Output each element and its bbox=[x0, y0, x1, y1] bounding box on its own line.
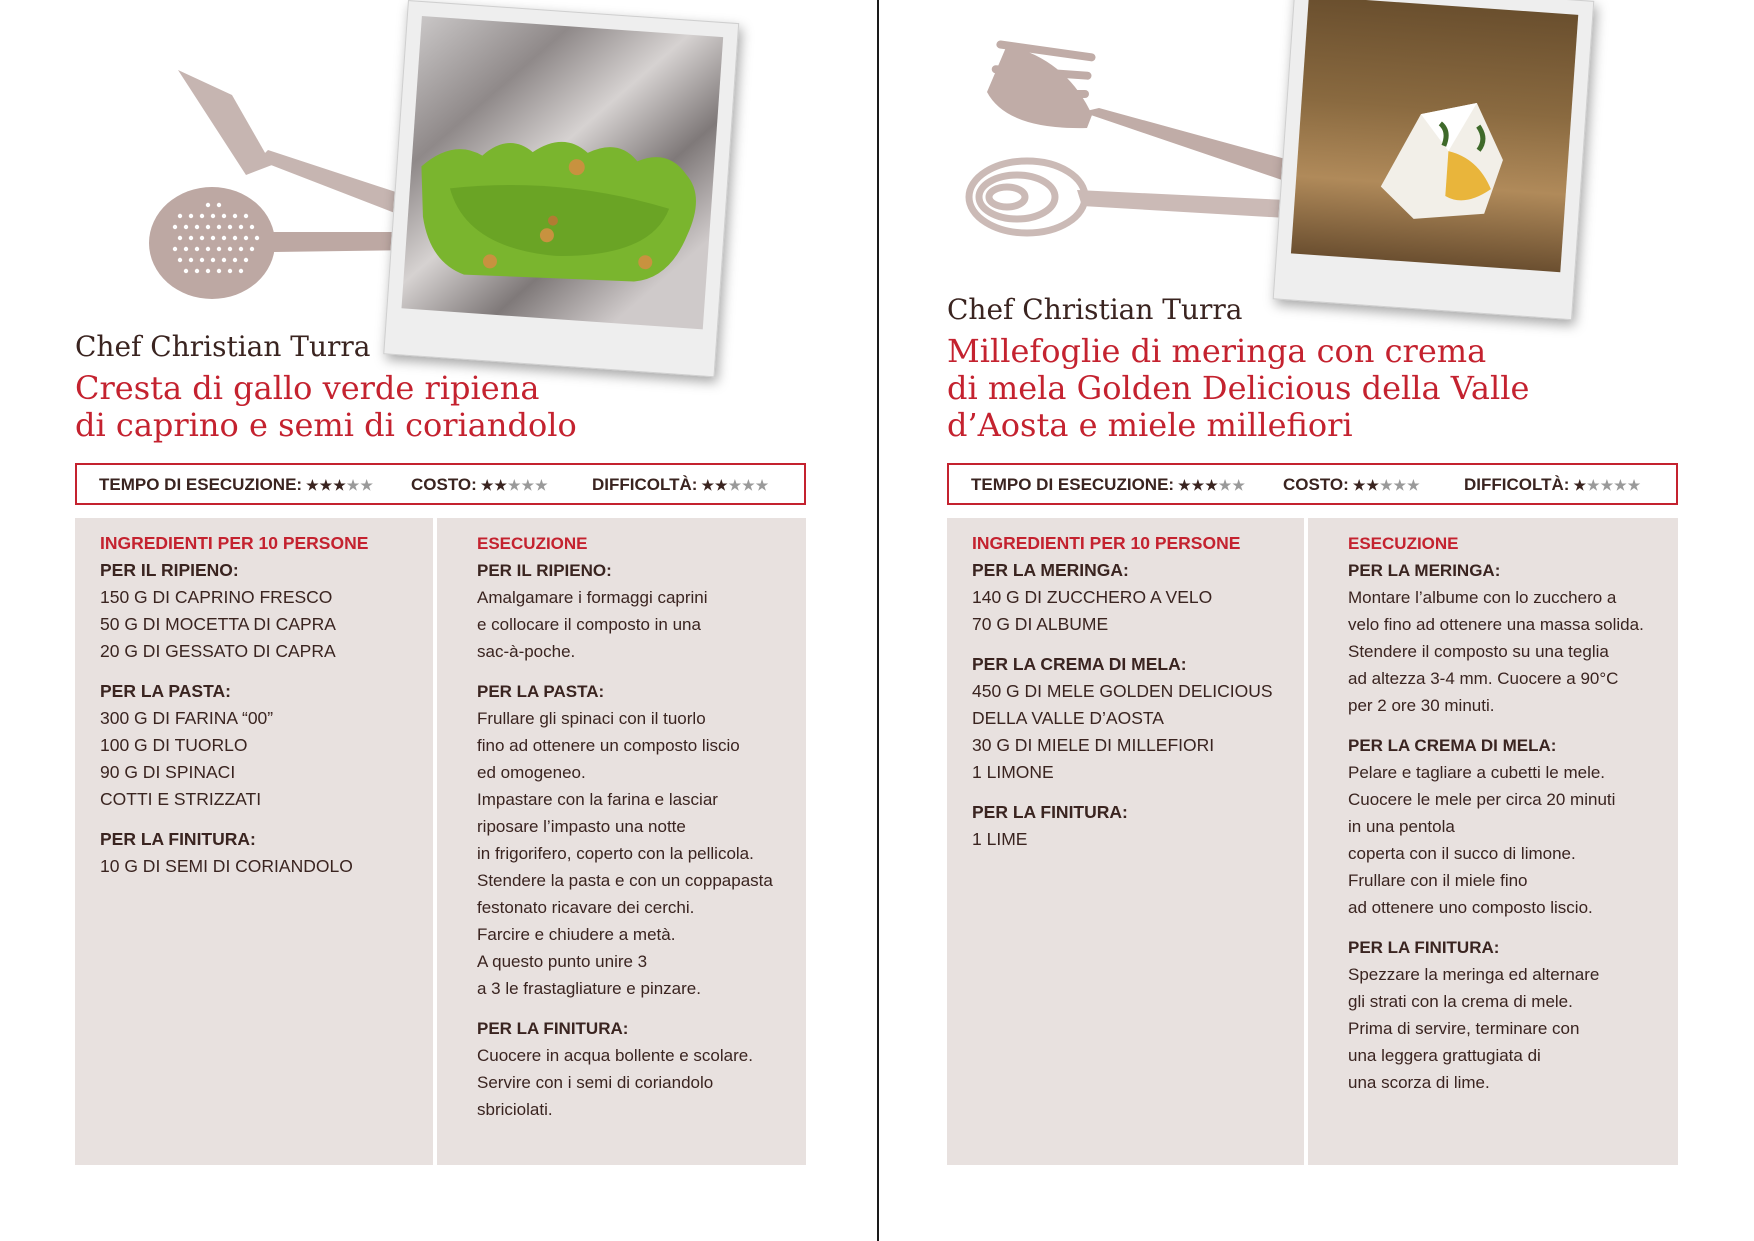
group-title: PER LA FINITURA: bbox=[100, 829, 256, 849]
cost-rating: COSTO: ★★★★★ bbox=[411, 475, 549, 494]
list-item: Amalgamare i formaggi caprini bbox=[477, 588, 708, 607]
list-item: 100 G DI TUORLO bbox=[100, 735, 248, 755]
list-item: velo fino ad ottenere una massa solida. bbox=[1348, 615, 1644, 634]
star-rating-icon: ★★★★★ bbox=[701, 477, 770, 493]
recipe-title bbox=[947, 333, 1529, 444]
execution-column bbox=[1348, 530, 1678, 1096]
group-title: PER LA FINITURA: bbox=[477, 1019, 629, 1038]
green-pasta-image bbox=[401, 16, 723, 329]
list-item: Cuocere le mele per circa 20 minuti bbox=[1348, 790, 1616, 809]
recipe-title bbox=[75, 370, 577, 444]
list-item: Montare l’albume con lo zucchero a bbox=[1348, 588, 1617, 607]
time-rating: TEMPO DI ESECUZIONE: ★★★★★ bbox=[971, 475, 1246, 494]
meringue-dessert-image bbox=[1291, 0, 1578, 272]
section-heading: ESECUZIONE bbox=[477, 534, 588, 553]
list-item: Cuocere in acqua bollente e scolare. bbox=[477, 1046, 753, 1065]
group-title: PER LA MERINGA: bbox=[972, 560, 1129, 580]
list-item: 140 G DI ZUCCHERO A VELO bbox=[972, 587, 1213, 607]
list-item: 30 G DI MIELE DI MILLEFIORI bbox=[972, 735, 1215, 755]
list-item: Prima di servire, terminare con bbox=[1348, 1019, 1580, 1038]
list-item: 10 G DI SEMI DI CORIANDOLO bbox=[100, 856, 353, 876]
list-item: 450 G DI MELE GOLDEN DELICIOUS bbox=[972, 681, 1273, 701]
list-item: DELLA VALLE D’AOSTA bbox=[972, 708, 1164, 728]
list-item: Impastare con la farina e lasciar bbox=[477, 790, 718, 809]
difficulty-rating: DIFFICOLTÀ: ★★★★★ bbox=[592, 475, 770, 494]
list-item: Stendere la pasta e con un coppapasta bbox=[477, 871, 773, 890]
recipe-title-line: di mela Golden Delicious della Valle bbox=[947, 369, 1530, 407]
group-title: PER LA FINITURA: bbox=[1348, 938, 1500, 957]
chef-name: Chef Christian Turra bbox=[75, 330, 371, 363]
group-title: PER LA CREMA DI MELA: bbox=[1348, 736, 1557, 755]
list-item: Frullare con il miele fino bbox=[1348, 871, 1528, 890]
list-item: fino ad ottenere un composto liscio bbox=[477, 736, 740, 755]
section-heading: INGREDIENTI PER 10 PERSONE bbox=[100, 533, 369, 553]
list-item: ed omogeneo. bbox=[477, 763, 586, 782]
section-heading: INGREDIENTI PER 10 PERSONE bbox=[972, 533, 1241, 553]
list-item: 70 G DI ALBUME bbox=[972, 614, 1109, 634]
list-item: Servire con i semi di coriandolo bbox=[477, 1073, 714, 1092]
group-title: PER LA FINITURA: bbox=[972, 802, 1128, 822]
list-item: e collocare il composto in una bbox=[477, 615, 701, 634]
spatula-icon bbox=[178, 70, 272, 175]
chef-name: Chef Christian Turra bbox=[947, 293, 1243, 326]
ingredients-column bbox=[100, 530, 430, 880]
recipe-title-line: d’Aosta e miele millefiori bbox=[947, 406, 1353, 444]
list-item: gli strati con la crema di mele. bbox=[1348, 992, 1573, 1011]
list-item: una scorza di lime. bbox=[1348, 1073, 1490, 1092]
list-item: 150 G DI CAPRINO FRESCO bbox=[100, 587, 333, 607]
group-title: PER IL RIPIENO: bbox=[100, 560, 239, 580]
list-item: ad altezza 3-4 mm. Cuocere a 90°C bbox=[1348, 669, 1619, 688]
list-item: sbriciolati. bbox=[477, 1100, 553, 1119]
star-rating-icon: ★★★★★ bbox=[306, 477, 374, 493]
list-item: 1 LIME bbox=[972, 829, 1028, 849]
list-item: riposare l’impasto una notte bbox=[477, 817, 686, 836]
list-item: A questo punto unire 3 bbox=[477, 952, 648, 971]
cost-rating: COSTO: ★★★★★ bbox=[1283, 475, 1421, 494]
execution-column bbox=[477, 530, 802, 1123]
section-heading: ESECUZIONE bbox=[1348, 534, 1459, 553]
list-item: sac-à-poche. bbox=[477, 642, 576, 661]
list-item: per 2 ore 30 minuti. bbox=[1348, 696, 1495, 715]
recipe-title-line: di caprino e semi di coriandolo bbox=[75, 406, 577, 444]
dish-photo bbox=[1273, 0, 1595, 320]
list-item: Pelare e tagliare a cubetti le mele. bbox=[1348, 763, 1606, 782]
list-item: 50 G DI MOCETTA DI CAPRA bbox=[100, 614, 336, 634]
list-item: ad ottenere uno composto liscio. bbox=[1348, 898, 1593, 917]
list-item: 1 LIMONE bbox=[972, 762, 1054, 782]
ingredients-column bbox=[972, 530, 1302, 853]
list-item: COTTI E STRIZZATI bbox=[100, 789, 262, 809]
list-item: festonato ricavare dei cerchi. bbox=[477, 898, 695, 917]
ratings-bar bbox=[947, 463, 1678, 505]
whisk-icon bbox=[969, 161, 1085, 233]
recipe-title-line: Millefoglie di meringa con crema bbox=[947, 332, 1487, 370]
recipe-title-line: Cresta di gallo verde ripiena bbox=[75, 369, 540, 407]
group-title: PER LA CREMA DI MELA: bbox=[972, 654, 1187, 674]
star-rating-icon: ★★★★★ bbox=[1178, 477, 1246, 493]
list-item: Farcire e chiudere a metà. bbox=[477, 925, 676, 944]
group-title: PER LA PASTA: bbox=[100, 681, 231, 701]
dish-photo bbox=[383, 0, 739, 377]
list-item: Spezzare la meringa ed alternare bbox=[1348, 965, 1600, 984]
list-item: 90 G DI SPINACI bbox=[100, 762, 236, 782]
list-item: in una pentola bbox=[1348, 817, 1455, 836]
group-title: PER LA PASTA: bbox=[477, 682, 605, 701]
list-item: una leggera grattugiata di bbox=[1348, 1046, 1541, 1065]
star-rating-icon: ★★★★★ bbox=[1573, 477, 1642, 493]
star-rating-icon: ★★★★★ bbox=[480, 477, 549, 493]
star-rating-icon: ★★★★★ bbox=[1352, 477, 1421, 493]
list-item: 300 G DI FARINA “00” bbox=[100, 708, 274, 728]
skimmer-icon bbox=[149, 187, 275, 299]
list-item: in frigorifero, coperto con la pellicola. bbox=[477, 844, 754, 863]
difficulty-rating: DIFFICOLTÀ: ★★★★★ bbox=[1464, 475, 1642, 494]
list-item: a 3 le frastagliature e pinzare. bbox=[477, 979, 701, 998]
list-item: coperta con il succo di limone. bbox=[1348, 844, 1576, 863]
list-item: 20 G DI GESSATO DI CAPRA bbox=[100, 641, 336, 661]
ratings-bar bbox=[75, 463, 806, 505]
list-item: Stendere il composto su una teglia bbox=[1348, 642, 1609, 661]
list-item: Frullare gli spinaci con il tuorlo bbox=[477, 709, 706, 728]
group-title: PER LA MERINGA: bbox=[1348, 561, 1501, 580]
recipe-page-right bbox=[877, 0, 1754, 1241]
group-title: PER IL RIPIENO: bbox=[477, 561, 612, 580]
time-rating: TEMPO DI ESECUZIONE: ★★★★★ bbox=[99, 475, 374, 494]
